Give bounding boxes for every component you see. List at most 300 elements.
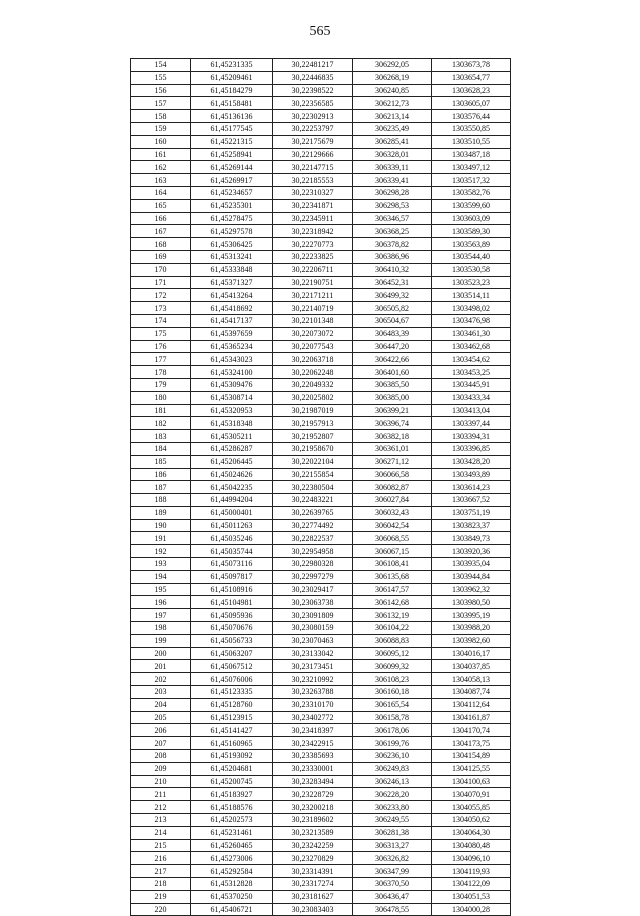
point-number-cell: 207 (131, 737, 191, 750)
point-number-cell: 192 (131, 545, 191, 558)
longitude-cell: 30,22356585 (273, 97, 353, 110)
point-number-cell: 186 (131, 468, 191, 481)
latitude-cell: 61,45278475 (191, 212, 273, 225)
table-row (131, 788, 511, 801)
table-row (131, 110, 511, 123)
longitude-cell: 30,21987019 (273, 404, 353, 417)
y-coordinate-cell: 1303454,62 (432, 353, 511, 366)
latitude-cell: 61,45343023 (191, 353, 273, 366)
latitude-cell: 61,45318348 (191, 417, 273, 430)
point-number-cell: 184 (131, 442, 191, 455)
y-coordinate-cell: 1304119,93 (432, 865, 511, 878)
x-coordinate-cell: 306505,82 (353, 302, 432, 315)
y-coordinate-cell: 1303394,31 (432, 430, 511, 443)
y-coordinate-cell: 1303982,60 (432, 634, 511, 647)
y-coordinate-cell: 1304070,91 (432, 788, 511, 801)
y-coordinate-cell: 1304051,53 (432, 890, 511, 903)
point-number-cell: 199 (131, 634, 191, 647)
y-coordinate-cell: 1304058,13 (432, 673, 511, 686)
point-number-cell: 174 (131, 314, 191, 327)
y-coordinate-cell: 1304161,87 (432, 711, 511, 724)
latitude-cell: 61,45158481 (191, 97, 273, 110)
latitude-cell: 61,45063207 (191, 647, 273, 660)
longitude-cell: 30,22398522 (273, 84, 353, 97)
table-row (131, 84, 511, 97)
latitude-cell: 61,45095936 (191, 609, 273, 622)
x-coordinate-cell: 306478,55 (353, 903, 432, 916)
latitude-cell: 61,45308714 (191, 391, 273, 404)
y-coordinate-cell: 1303605,07 (432, 97, 511, 110)
table-row (131, 852, 511, 865)
y-coordinate-cell: 1304000,28 (432, 903, 511, 916)
table-row (131, 558, 511, 571)
y-coordinate-cell: 1303517,32 (432, 174, 511, 187)
point-number-cell: 178 (131, 366, 191, 379)
point-number-cell: 214 (131, 826, 191, 839)
longitude-cell: 30,23083403 (273, 903, 353, 916)
point-number-cell: 196 (131, 596, 191, 609)
latitude-cell: 61,45418692 (191, 302, 273, 315)
latitude-cell: 61,45370250 (191, 890, 273, 903)
table-row (131, 532, 511, 545)
x-coordinate-cell: 306368,25 (353, 225, 432, 238)
y-coordinate-cell: 1303599,60 (432, 199, 511, 212)
latitude-cell: 61,45056733 (191, 634, 273, 647)
x-coordinate-cell: 306410,32 (353, 263, 432, 276)
longitude-cell: 30,22073072 (273, 327, 353, 340)
x-coordinate-cell: 306165,54 (353, 698, 432, 711)
point-number-cell: 203 (131, 686, 191, 699)
point-number-cell: 182 (131, 417, 191, 430)
table-row (131, 826, 511, 839)
latitude-cell: 61,45320953 (191, 404, 273, 417)
table-row (131, 250, 511, 263)
longitude-cell: 30,23270829 (273, 852, 353, 865)
longitude-cell: 30,22481217 (273, 59, 353, 72)
longitude-cell: 30,23181627 (273, 890, 353, 903)
table-row (131, 737, 511, 750)
x-coordinate-cell: 306142,68 (353, 596, 432, 609)
latitude-cell: 61,45209461 (191, 71, 273, 84)
table-row (131, 430, 511, 443)
latitude-cell: 61,45397659 (191, 327, 273, 340)
longitude-cell: 30,22310327 (273, 186, 353, 199)
table-row (131, 59, 511, 72)
longitude-cell: 30,22639765 (273, 506, 353, 519)
table-row (131, 494, 511, 507)
table-row (131, 673, 511, 686)
table-row (131, 404, 511, 417)
y-coordinate-cell: 1303988,20 (432, 622, 511, 635)
point-number-cell: 194 (131, 570, 191, 583)
longitude-cell: 30,22155854 (273, 468, 353, 481)
table-row (131, 289, 511, 302)
latitude-cell: 61,45160965 (191, 737, 273, 750)
x-coordinate-cell: 306268,19 (353, 71, 432, 84)
x-coordinate-cell: 306032,43 (353, 506, 432, 519)
y-coordinate-cell: 1303751,19 (432, 506, 511, 519)
latitude-cell: 61,44994204 (191, 494, 273, 507)
x-coordinate-cell: 306339,11 (353, 161, 432, 174)
latitude-cell: 61,45413264 (191, 289, 273, 302)
latitude-cell: 61,45070676 (191, 622, 273, 635)
table-row (131, 135, 511, 148)
point-number-cell: 213 (131, 814, 191, 827)
y-coordinate-cell: 1303396,85 (432, 442, 511, 455)
x-coordinate-cell: 306385,50 (353, 378, 432, 391)
x-coordinate-cell: 306212,73 (353, 97, 432, 110)
y-coordinate-cell: 1303944,84 (432, 570, 511, 583)
longitude-cell: 30,23385693 (273, 750, 353, 763)
longitude-cell: 30,23402772 (273, 711, 353, 724)
longitude-cell: 30,22049332 (273, 378, 353, 391)
x-coordinate-cell: 306095,12 (353, 647, 432, 660)
longitude-cell: 30,23200218 (273, 801, 353, 814)
point-number-cell: 179 (131, 378, 191, 391)
y-coordinate-cell: 1303462,68 (432, 340, 511, 353)
point-number-cell: 181 (131, 404, 191, 417)
point-number-cell: 173 (131, 302, 191, 315)
y-coordinate-cell: 1304080,48 (432, 839, 511, 852)
table-row (131, 801, 511, 814)
longitude-cell: 30,23070463 (273, 634, 353, 647)
x-coordinate-cell: 306042,54 (353, 519, 432, 532)
y-coordinate-cell: 1304050,62 (432, 814, 511, 827)
y-coordinate-cell: 1303603,09 (432, 212, 511, 225)
y-coordinate-cell: 1304154,89 (432, 750, 511, 763)
point-number-cell: 164 (131, 186, 191, 199)
latitude-cell: 61,45183927 (191, 788, 273, 801)
point-number-cell: 156 (131, 84, 191, 97)
table-row (131, 762, 511, 775)
x-coordinate-cell: 306135,68 (353, 570, 432, 583)
longitude-cell: 30,22233825 (273, 250, 353, 263)
x-coordinate-cell: 306298,53 (353, 199, 432, 212)
table-row (131, 212, 511, 225)
longitude-cell: 30,22822537 (273, 532, 353, 545)
longitude-cell: 30,22380504 (273, 481, 353, 494)
point-number-cell: 187 (131, 481, 191, 494)
point-number-cell: 200 (131, 647, 191, 660)
point-number-cell: 211 (131, 788, 191, 801)
table-row (131, 340, 511, 353)
table-row (131, 890, 511, 903)
y-coordinate-cell: 1303510,55 (432, 135, 511, 148)
latitude-cell: 61,45231461 (191, 826, 273, 839)
latitude-cell: 61,45177545 (191, 122, 273, 135)
y-coordinate-cell: 1304100,63 (432, 775, 511, 788)
point-number-cell: 176 (131, 340, 191, 353)
table-row (131, 302, 511, 315)
y-coordinate-cell: 1303413,04 (432, 404, 511, 417)
x-coordinate-cell: 306292,05 (353, 59, 432, 72)
table-row (131, 545, 511, 558)
latitude-cell: 61,45073116 (191, 558, 273, 571)
y-coordinate-cell: 1304170,74 (432, 724, 511, 737)
x-coordinate-cell: 306068,55 (353, 532, 432, 545)
latitude-cell: 61,45067512 (191, 660, 273, 673)
x-coordinate-cell: 306313,27 (353, 839, 432, 852)
longitude-cell: 30,22954958 (273, 545, 353, 558)
y-coordinate-cell: 1303920,36 (432, 545, 511, 558)
x-coordinate-cell: 306213,14 (353, 110, 432, 123)
longitude-cell: 30,22997279 (273, 570, 353, 583)
point-number-cell: 219 (131, 890, 191, 903)
point-number-cell: 168 (131, 238, 191, 251)
latitude-cell: 61,45011263 (191, 519, 273, 532)
point-number-cell: 180 (131, 391, 191, 404)
x-coordinate-cell: 306361,01 (353, 442, 432, 455)
table-row (131, 71, 511, 84)
point-number-cell: 195 (131, 583, 191, 596)
table-row (131, 506, 511, 519)
latitude-cell: 61,45324100 (191, 366, 273, 379)
point-number-cell: 202 (131, 673, 191, 686)
x-coordinate-cell: 306346,57 (353, 212, 432, 225)
latitude-cell: 61,45193092 (191, 750, 273, 763)
table-row (131, 686, 511, 699)
table-row (131, 698, 511, 711)
latitude-cell: 61,45136136 (191, 110, 273, 123)
longitude-cell: 30,23063738 (273, 596, 353, 609)
x-coordinate-cell: 306378,82 (353, 238, 432, 251)
table-row (131, 570, 511, 583)
longitude-cell: 30,22318942 (273, 225, 353, 238)
latitude-cell: 61,45260465 (191, 839, 273, 852)
x-coordinate-cell: 306235,49 (353, 122, 432, 135)
latitude-cell: 61,45309476 (191, 378, 273, 391)
latitude-cell: 61,45365234 (191, 340, 273, 353)
longitude-cell: 30,22980328 (273, 558, 353, 571)
x-coordinate-cell: 306370,50 (353, 878, 432, 891)
latitude-cell: 61,45231335 (191, 59, 273, 72)
point-number-cell: 163 (131, 174, 191, 187)
longitude-cell: 30,22270773 (273, 238, 353, 251)
table-row (131, 647, 511, 660)
x-coordinate-cell: 306328,01 (353, 148, 432, 161)
longitude-cell: 30,23228729 (273, 788, 353, 801)
longitude-cell: 30,22062248 (273, 366, 353, 379)
coordinates-table (130, 58, 511, 916)
x-coordinate-cell: 306499,32 (353, 289, 432, 302)
longitude-cell: 30,22446835 (273, 71, 353, 84)
x-coordinate-cell: 306027,84 (353, 494, 432, 507)
point-number-cell: 171 (131, 276, 191, 289)
longitude-cell: 30,23242259 (273, 839, 353, 852)
longitude-cell: 30,22206711 (273, 263, 353, 276)
y-coordinate-cell: 1304064,30 (432, 826, 511, 839)
x-coordinate-cell: 306082,87 (353, 481, 432, 494)
latitude-cell: 61,45123915 (191, 711, 273, 724)
y-coordinate-cell: 1303962,32 (432, 583, 511, 596)
point-number-cell: 206 (131, 724, 191, 737)
latitude-cell: 61,45406721 (191, 903, 273, 916)
y-coordinate-cell: 1303453,25 (432, 366, 511, 379)
latitude-cell: 61,45035744 (191, 545, 273, 558)
x-coordinate-cell: 306422,66 (353, 353, 432, 366)
table-row (131, 609, 511, 622)
table-row (131, 276, 511, 289)
longitude-cell: 30,21952807 (273, 430, 353, 443)
table-row (131, 122, 511, 135)
latitude-cell: 61,45297578 (191, 225, 273, 238)
point-number-cell: 165 (131, 199, 191, 212)
point-number-cell: 170 (131, 263, 191, 276)
x-coordinate-cell: 306246,13 (353, 775, 432, 788)
longitude-cell: 30,23314391 (273, 865, 353, 878)
y-coordinate-cell: 1304087,74 (432, 686, 511, 699)
longitude-cell: 30,22129666 (273, 148, 353, 161)
longitude-cell: 30,22774492 (273, 519, 353, 532)
y-coordinate-cell: 1303487,18 (432, 148, 511, 161)
y-coordinate-cell: 1304125,55 (432, 762, 511, 775)
longitude-cell: 30,23418397 (273, 724, 353, 737)
y-coordinate-cell: 1303544,40 (432, 250, 511, 263)
table-row (131, 97, 511, 110)
latitude-cell: 61,45234657 (191, 186, 273, 199)
table-row (131, 519, 511, 532)
table-row (131, 148, 511, 161)
latitude-cell: 61,45305211 (191, 430, 273, 443)
table-row (131, 442, 511, 455)
x-coordinate-cell: 306233,80 (353, 801, 432, 814)
y-coordinate-cell: 1304122,09 (432, 878, 511, 891)
point-number-cell: 218 (131, 878, 191, 891)
y-coordinate-cell: 1303433,34 (432, 391, 511, 404)
y-coordinate-cell: 1303497,12 (432, 161, 511, 174)
y-coordinate-cell: 1304173,75 (432, 737, 511, 750)
longitude-cell: 30,21957913 (273, 417, 353, 430)
latitude-cell: 61,45035246 (191, 532, 273, 545)
x-coordinate-cell: 306088,83 (353, 634, 432, 647)
latitude-cell: 61,45306425 (191, 238, 273, 251)
x-coordinate-cell: 306199,76 (353, 737, 432, 750)
y-coordinate-cell: 1303514,11 (432, 289, 511, 302)
table-row (131, 583, 511, 596)
x-coordinate-cell: 306249,83 (353, 762, 432, 775)
table-row (131, 391, 511, 404)
y-coordinate-cell: 1303667,52 (432, 494, 511, 507)
latitude-cell: 61,45269144 (191, 161, 273, 174)
point-number-cell: 215 (131, 839, 191, 852)
table-row (131, 455, 511, 468)
latitude-cell: 61,45000401 (191, 506, 273, 519)
y-coordinate-cell: 1303980,50 (432, 596, 511, 609)
longitude-cell: 30,23210992 (273, 673, 353, 686)
y-coordinate-cell: 1303493,89 (432, 468, 511, 481)
longitude-cell: 30,22341871 (273, 199, 353, 212)
longitude-cell: 30,22077543 (273, 340, 353, 353)
latitude-cell: 61,45123335 (191, 686, 273, 699)
point-number-cell: 208 (131, 750, 191, 763)
x-coordinate-cell: 306249,55 (353, 814, 432, 827)
x-coordinate-cell: 306178,06 (353, 724, 432, 737)
longitude-cell: 30,23283494 (273, 775, 353, 788)
point-number-cell: 220 (131, 903, 191, 916)
x-coordinate-cell: 306386,96 (353, 250, 432, 263)
table-row (131, 878, 511, 891)
point-number-cell: 159 (131, 122, 191, 135)
x-coordinate-cell: 306382,18 (353, 430, 432, 443)
point-number-cell: 201 (131, 660, 191, 673)
longitude-cell: 30,21958670 (273, 442, 353, 455)
y-coordinate-cell: 1303673,78 (432, 59, 511, 72)
longitude-cell: 30,22185553 (273, 174, 353, 187)
table-row (131, 724, 511, 737)
latitude-cell: 61,45042235 (191, 481, 273, 494)
longitude-cell: 30,22345911 (273, 212, 353, 225)
x-coordinate-cell: 306396,74 (353, 417, 432, 430)
point-number-cell: 210 (131, 775, 191, 788)
x-coordinate-cell: 306483,39 (353, 327, 432, 340)
x-coordinate-cell: 306240,85 (353, 84, 432, 97)
latitude-cell: 61,45221315 (191, 135, 273, 148)
latitude-cell: 61,45076006 (191, 673, 273, 686)
point-number-cell: 169 (131, 250, 191, 263)
point-number-cell: 177 (131, 353, 191, 366)
point-number-cell: 157 (131, 97, 191, 110)
x-coordinate-cell: 306066,58 (353, 468, 432, 481)
latitude-cell: 61,45104981 (191, 596, 273, 609)
point-number-cell: 166 (131, 212, 191, 225)
point-number-cell: 185 (131, 455, 191, 468)
latitude-cell: 61,45202573 (191, 814, 273, 827)
table-row (131, 839, 511, 852)
latitude-cell: 61,45235301 (191, 199, 273, 212)
y-coordinate-cell: 1303563,89 (432, 238, 511, 251)
x-coordinate-cell: 306067,15 (353, 545, 432, 558)
x-coordinate-cell: 306108,41 (353, 558, 432, 571)
x-coordinate-cell: 306104,22 (353, 622, 432, 635)
longitude-cell: 30,22022104 (273, 455, 353, 468)
point-number-cell: 193 (131, 558, 191, 571)
point-number-cell: 188 (131, 494, 191, 507)
page-number: 565 (309, 24, 331, 39)
y-coordinate-cell: 1303445,91 (432, 378, 511, 391)
point-number-cell: 155 (131, 71, 191, 84)
longitude-cell: 30,23317274 (273, 878, 353, 891)
point-number-cell: 217 (131, 865, 191, 878)
latitude-cell: 61,45371327 (191, 276, 273, 289)
table-row (131, 378, 511, 391)
longitude-cell: 30,23133042 (273, 647, 353, 660)
y-coordinate-cell: 1303654,77 (432, 71, 511, 84)
point-number-cell: 154 (131, 59, 191, 72)
y-coordinate-cell: 1303995,19 (432, 609, 511, 622)
longitude-cell: 30,23173451 (273, 660, 353, 673)
y-coordinate-cell: 1303628,23 (432, 84, 511, 97)
x-coordinate-cell: 306447,20 (353, 340, 432, 353)
y-coordinate-cell: 1304055,85 (432, 801, 511, 814)
x-coordinate-cell: 306281,38 (353, 826, 432, 839)
longitude-cell: 30,22147715 (273, 161, 353, 174)
latitude-cell: 61,45269917 (191, 174, 273, 187)
y-coordinate-cell: 1303849,73 (432, 532, 511, 545)
y-coordinate-cell: 1303397,44 (432, 417, 511, 430)
longitude-cell: 30,23310170 (273, 698, 353, 711)
latitude-cell: 61,45128760 (191, 698, 273, 711)
latitude-cell: 61,45286287 (191, 442, 273, 455)
longitude-cell: 30,23213589 (273, 826, 353, 839)
longitude-cell: 30,22063718 (273, 353, 353, 366)
point-number-cell: 175 (131, 327, 191, 340)
table-row (131, 622, 511, 635)
table-row (131, 468, 511, 481)
y-coordinate-cell: 1303614,23 (432, 481, 511, 494)
latitude-cell: 61,45417137 (191, 314, 273, 327)
longitude-cell: 30,22483221 (273, 494, 353, 507)
table-row (131, 186, 511, 199)
